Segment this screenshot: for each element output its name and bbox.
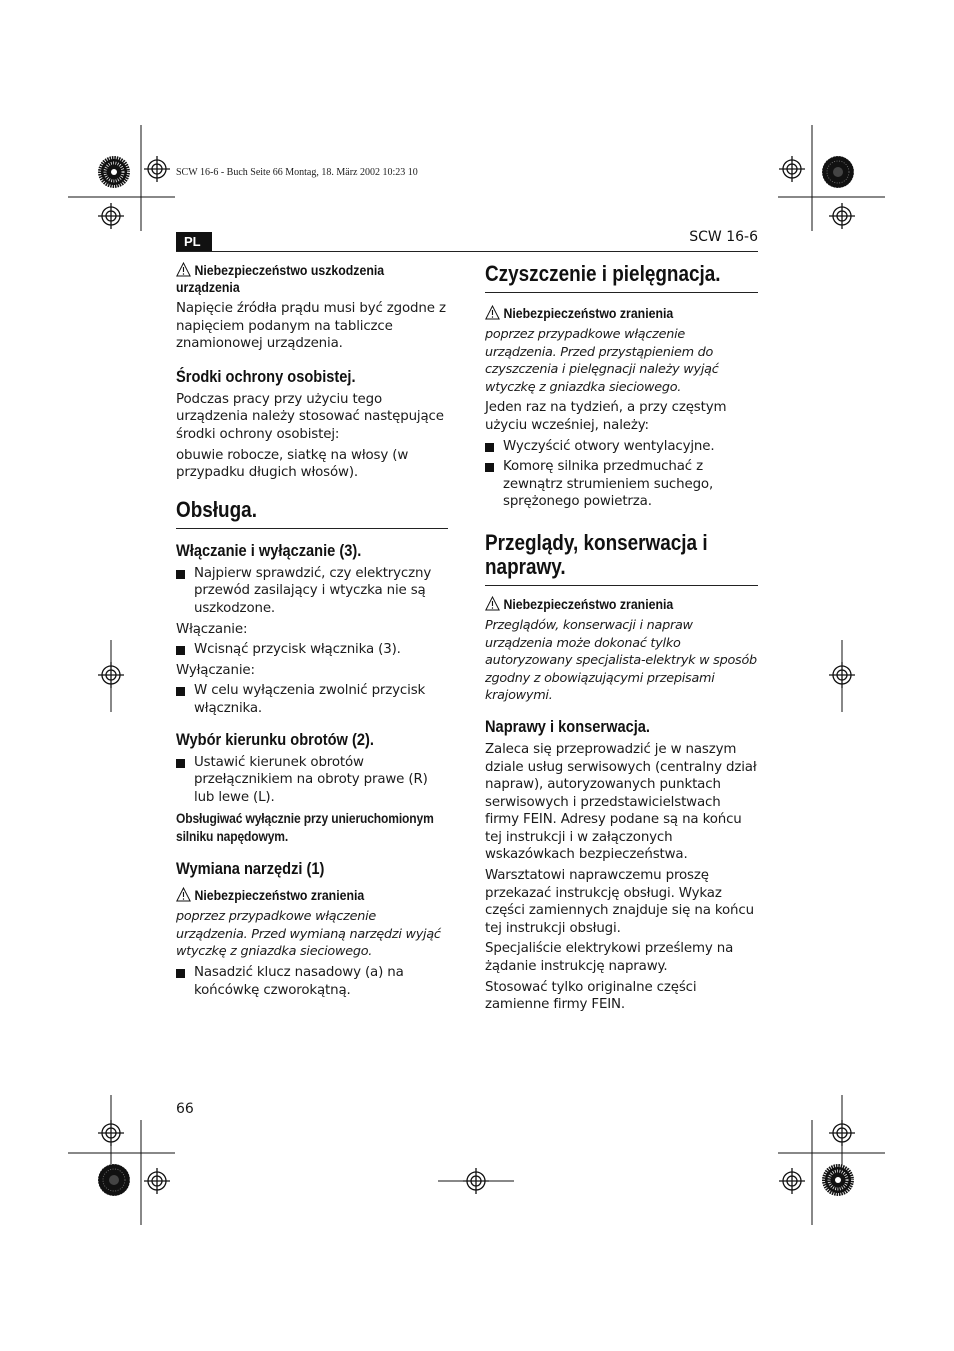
list-item: Nasadzić klucz nasadowy (a) na końcówkę czworokątną. (176, 964, 448, 999)
list-item: Najpierw sprawdzić, czy elektryczny przewód zasilający i wtyczka nie są uszkodzone. (176, 565, 448, 618)
cleaning-warning-text: poprzez przypadkowe włączenie urządzenia. Przed przystąpieniem do czyszczenia i pielęgnacji należy wyjąć wtyczkę z gniazdka sieciowego. (485, 327, 719, 395)
repairs-text-4: Stosować tylko originalne części zamienne firmy FEIN. (485, 979, 697, 1013)
repairs-text-3: Specjaliście elektrykowi prześlemy na żądanie instrukcję naprawy. (485, 941, 734, 975)
model-name: SCW 16-6 (689, 229, 758, 245)
warning-injury-title: Niebezpieczeństwo zranienia (485, 596, 759, 613)
warning-injury-title: Niebezpieczeństwo zranienia (485, 305, 759, 322)
warning-triangle-icon (176, 262, 191, 277)
direction-note: Obsługiwać wyłącznie przy unieruchomionym silniku napędowym. (176, 810, 434, 845)
list-item: Ustawić kierunek obrotów przełącznikiem na obroty prawe (R) lub lewe (L). (176, 754, 448, 807)
repairs-text-2: Warsztatowi naprawczemu proszę przekazać instrukcję obsługi. Wykaz części zamiennych znajduje się na końcu tej instrukcji obsługi. (485, 868, 754, 936)
heading-tool-change: Wymiana narzędzi (1) (176, 859, 325, 879)
list-item: Wcisnąć przycisk włącznika (3). (176, 641, 448, 659)
warning-triangle-icon (485, 305, 500, 320)
repairs-text-1: Zaleca się przeprowadzić je w naszym dziale usług serwisowych (centralny dział napraw), autoryzowanych punktach serwisowych i przedstawicielstwach firmy FEIN. Adresy podane są na końcu tej instrukcji i w załączonych wskazówkach bezpieczeństwa. (485, 741, 757, 863)
right-column (485, 262, 758, 1017)
inspection-warning-text: Przeglądów, konserwacji i napraw urządzenia może dokonać tylko autoryzowany specjalista-elektryk w sposób zgodny z obowiązującymi przepisami krajowymi. (485, 617, 757, 704)
warning-triangle-icon (485, 596, 500, 611)
heading-operation: Obsługa. (176, 498, 448, 529)
list-item: Wyczyścić otwory wentylacyjne. (485, 438, 758, 456)
header-rule (176, 251, 758, 252)
list-item: Komorę silnika przedmuchać z zewnątrz strumieniem suchego, sprężonego powietrza. (485, 458, 758, 511)
heading-protection: Środki ochrony osobistej. (176, 366, 356, 386)
print-info-line: SCW 16-6 - Buch Seite 66 Montag, 18. März 2002 10:23 10 (176, 167, 418, 178)
page-number: 66 (176, 1101, 194, 1117)
heading-direction: Wybór kierunku obrotów (2). (176, 729, 374, 749)
on-label: Włączanie: (176, 621, 248, 637)
heading-repairs: Naprawy i konserwacja. (485, 716, 650, 736)
warning-injury-text: poprzez przypadkowe włączenie urządzenia. Przed wymianą narzędzi wyjąć wtyczkę z gniazdka sieciowego. (176, 909, 441, 960)
warning-device-damage-text: Napięcie źródła prądu musi być zgodne z napięciem podanym na tabliczce znamionowej urządzenia. (176, 301, 446, 352)
warning-device-damage-title: Niebezpieczeństwo uszkodzenia urządzenia (176, 262, 385, 295)
protection-text: Podczas pracy przy użyciu tego urządzenia należy stosować następujące środki ochrony osobistej: (176, 391, 444, 442)
protection-items: obuwie robocze, siatkę na włosy (w przypadku długich włosów). (176, 447, 409, 481)
warning-triangle-icon (176, 887, 191, 902)
left-column (176, 262, 448, 1002)
list-item: W celu wyłączenia zwolnić przycisk włącznika. (176, 682, 448, 717)
heading-inspection: Przeglądy, konserwacja i naprawy. (485, 531, 758, 586)
cleaning-text: Jeden raz na tydzień, a przy częstym użyciu wcześniej, należy: (485, 400, 727, 433)
heading-switching: Włączanie i wyłączanie (3). (176, 540, 362, 560)
off-label: Wyłączanie: (176, 662, 255, 678)
warning-injury-title: Niebezpieczeństwo zranienia (176, 887, 449, 904)
language-badge: PL (176, 232, 212, 251)
heading-cleaning: Czyszczenie i pielęgnacja. (485, 262, 758, 293)
